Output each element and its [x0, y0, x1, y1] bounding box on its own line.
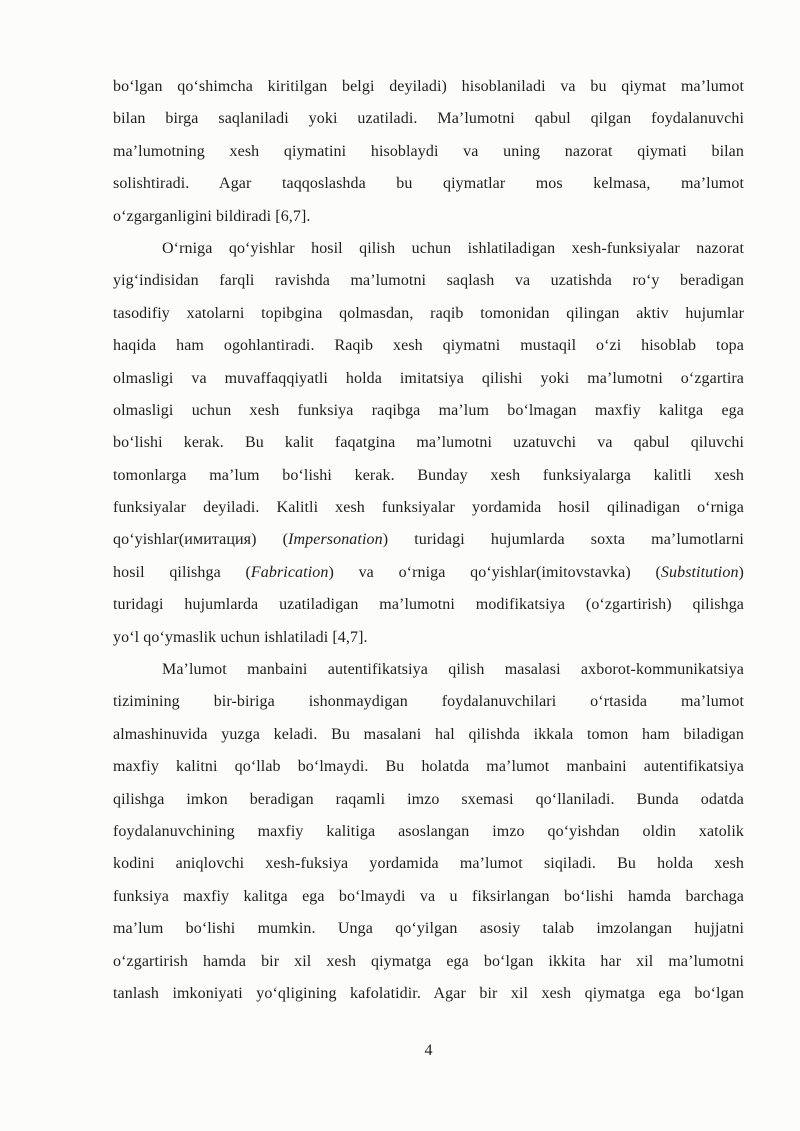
text-line: [113, 881, 744, 913]
text-line: [113, 460, 744, 492]
text-line: [113, 719, 744, 751]
text-segment: solishtiradi. Agar taqqoslashda bu qiymatlar mos kelmasa, ma’lumot: [113, 175, 744, 193]
text-line: [113, 751, 744, 783]
text-line: [113, 978, 744, 1010]
text-line: [113, 589, 744, 621]
text-segment: almashinuvida yuzga keladi. Bu masalani hal qilishda ikkala tomon ham biladigan: [113, 725, 744, 743]
text-segment: funksiyalar deyiladi. Kalitli xesh funksiyalar yordamida hosil qilinadigan oʻrniga: [113, 499, 744, 517]
text-segment: turidagi hujumlarda uzatiladigan ma’lumotni modifikatsiya (oʻzgartirish) qilishga: [113, 596, 744, 614]
text-segment: ) turidagi hujumlarda soxta ma’lumotlarni: [382, 531, 744, 549]
text-line: [113, 265, 744, 297]
italic-term: Substitution: [660, 563, 739, 581]
text-line: [113, 201, 744, 233]
text-segment: tasodifiy xatolarni topibgina qolmasdan, raqib tomonidan qilingan aktiv hujumlar: [113, 304, 744, 322]
italic-term: Impersonation: [288, 531, 383, 549]
text-line: [113, 686, 744, 718]
text-segment: maxfiy kalitni qoʻllab boʻlmaydi. Bu holatda ma’lumot manbaini autentifikatsiya: [113, 758, 744, 776]
text-segment: kodini aniqlovchi xesh-fuksiya yordamida ma’lumot siqiladi. Bu holda xesh: [113, 855, 744, 873]
text-line: [113, 622, 744, 654]
text-segment: tomonlarga ma’lum boʻlishi kerak. Bunday xesh funksiyalarga kalitli xesh: [113, 466, 744, 484]
text-segment: ) va oʻrniga qoʻyishlar(imitovstavka) (: [328, 563, 661, 581]
text-segment: oʻzgartirish hamda bir xil xesh qiymatga ega boʻlgan ikkita har xil ma’lumotni: [113, 952, 744, 970]
text-line: [113, 136, 744, 168]
text-segment: boʻlgan qoʻshimcha kiritilgan belgi deyiladi) hisoblaniladi va bu qiymat ma’lumot: [113, 78, 744, 95]
text-segment: oʻzgarganligini bildiradi [6,7].: [113, 207, 311, 225]
text-segment: haqida ham ogohlantiradi. Raqib xesh qiymatni mustaqil oʻzi hisoblab topa: [113, 337, 744, 355]
text-segment: qoʻyishlar(имитация) (: [113, 531, 289, 549]
text-line: [113, 784, 744, 816]
text-line: [113, 71, 744, 103]
text-line: [113, 103, 744, 135]
page-number: 4: [424, 1042, 433, 1059]
text-line: [113, 233, 744, 265]
text-segment: ma’lumotning xesh qiymatini hisoblaydi va uning nazorat qiymati bilan: [113, 142, 744, 160]
text-segment: hosil qilishga (: [113, 563, 251, 581]
text-line: [113, 557, 744, 589]
text-line: [113, 395, 744, 427]
text-segment: ma’lum boʻlishi mumkin. Unga qoʻyilgan asosiy talab imzolangan hujjatni: [113, 920, 744, 938]
text-line: [113, 363, 744, 395]
text-line: [113, 946, 744, 978]
italic-term: Fabrication: [250, 563, 329, 581]
text-segment: foydalanuvchining maxfiy kalitiga asoslangan imzo qoʻyishdan oldin xatolik: [113, 822, 744, 840]
text-segment: bilan birga saqlaniladi yoki uzatiladi. Ma’lumotni qabul qilgan foydalanuvchi: [113, 110, 744, 128]
text-segment: funksiya maxfiy kalitga ega boʻlmaydi va u fiksirlangan boʻlishi hamda barchaga: [113, 887, 744, 905]
text-line: [113, 427, 744, 459]
text-line: [113, 913, 744, 945]
text-segment: tizimining bir-biriga ishonmaydigan foydalanuvchilari oʻrtasida ma’lumot: [113, 693, 744, 711]
text-segment: boʻlishi kerak. Bu kalit faqatgina ma’lumotni uzatuvchi va qabul qiluvchi: [113, 434, 744, 452]
text-line: [113, 298, 744, 330]
text-segment: olmasligi uchun xesh funksiya raqibga ma’lum boʻlmagan maxfiy kalitga ega: [113, 401, 744, 419]
text-line: [113, 848, 744, 880]
text-segment: ): [738, 563, 744, 581]
text-segment: yoʻl qoʻymaslik uchun ishlatiladi [4,7].: [113, 628, 368, 646]
text-line: [113, 330, 744, 362]
text-line: [113, 816, 744, 848]
text-segment: olmasligi va muvaffaqqiyatli holda imitatsiya qilishi yoki ma’lumotni oʻzgartira: [113, 369, 744, 387]
text-segment: yigʻindisidan farqli ravishda ma’lumotni saqlash va uzatishda roʻy beradigan: [113, 272, 744, 290]
text-line: [113, 168, 744, 200]
body-text: [113, 71, 744, 1010]
text-segment: tanlash imkoniyati yoʻqligining kafolatidir. Agar bir xil xesh qiymatga ega boʻlgan: [113, 984, 744, 1002]
text-segment: Oʻrniga qoʻyishlar hosil qilish uchun ishlatiladigan xesh-funksiyalar nazorat: [162, 239, 744, 257]
text-line: [113, 524, 744, 556]
text-line: [113, 492, 744, 524]
text-segment: Ma’lumot manbaini autentifikatsiya qilish masalasi axborot-kommunikatsiya: [162, 661, 744, 679]
text-line: [113, 654, 744, 686]
text-segment: qilishga imkon beradigan raqamli imzo sxemasi qoʻllaniladi. Bunda odatda: [113, 790, 744, 808]
